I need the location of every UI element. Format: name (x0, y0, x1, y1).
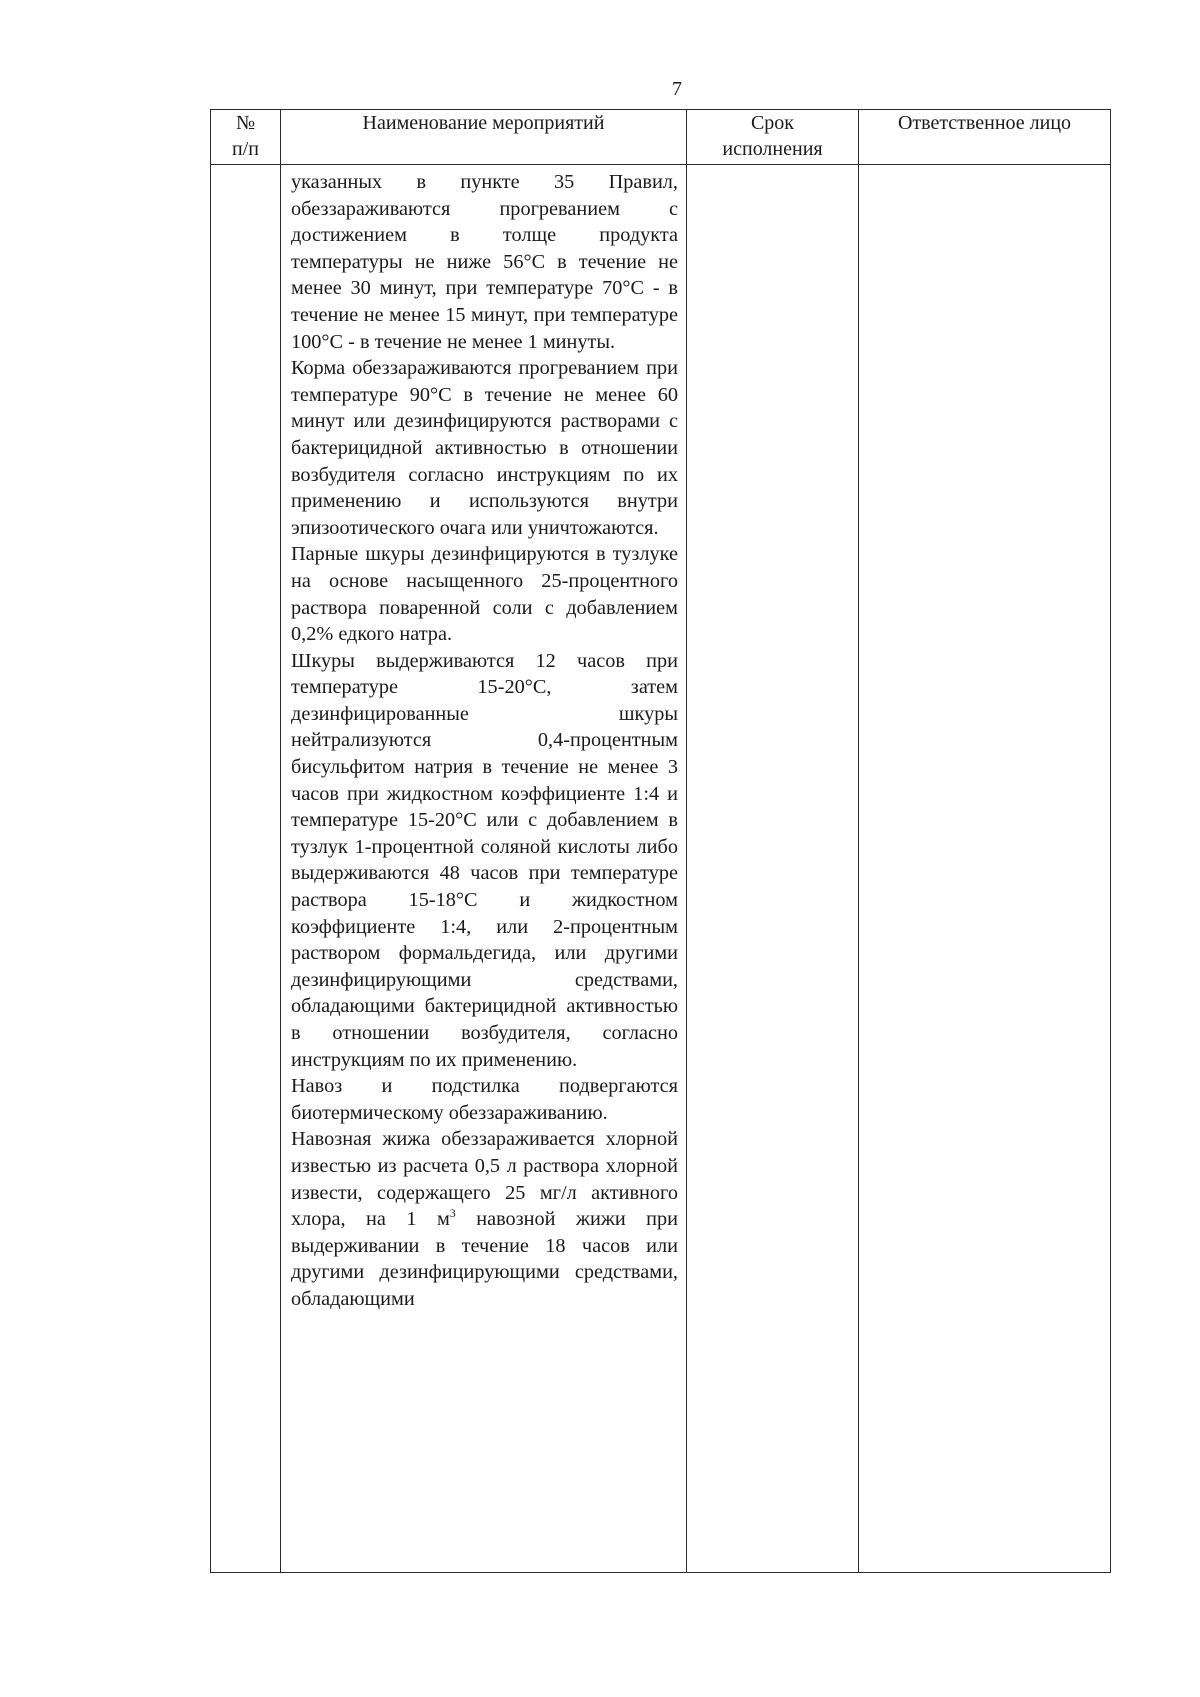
paragraph-2: Корма обеззараживаются прогреванием при температуре 90°С в течение не менее 60 минут или дезинфицируются растворами с бактерицидной активностью в отношении возбудителя согласно инструкциям по их применению и используются внутри эпизоотического очага или уничтожаются. (291, 357, 678, 539)
header-term-line1: Срок (750, 112, 795, 134)
header-name-label: Наименование мероприятий (362, 112, 605, 134)
measures-table (210, 109, 1111, 1573)
header-responsible-label: Ответственное лицо (897, 112, 1072, 134)
page-number: 7 (672, 78, 682, 100)
paragraph-4: Шкуры выдерживаются 12 часов при температуре 15-20°С, затем дезинфицированные шкуры нейтрализуются 0,4-процентным бисульфитом натрия в течение не менее 3 часов при жидкостном коэффициенте 1:4 и температуре 15-20°С или с добавлением в тузлук 1-процентной соляной кислоты либо выдерживаются 48 часов при температуре раствора 15-18°С и жидкостном коэффициенте 1:4, или 2-процентным раствором формальдегида, или другими дезинфицирующими средствами, обладающими бактерицидной активностью в отношении возбудителя, согласно инструкциям по их применению. (291, 649, 678, 1071)
row-measures-cell (281, 165, 687, 1573)
paragraph-6-text-b: навозной жижи при выдерживании в течение 18 часов или другими дезинфицирующими средствами, обладающими (291, 1208, 678, 1310)
header-name (281, 110, 687, 165)
paragraph-6 (291, 1126, 678, 1312)
row-responsible-cell (859, 165, 1111, 1573)
header-term-line2: исполнения (722, 138, 823, 160)
paragraph-3: Парные шкуры дезинфицируются в тузлуке на основе насыщенного 25-процентного раствора поваренной соли с добавлением 0,2% едкого натра. (291, 543, 678, 646)
superscript-cube: 3 (449, 1206, 456, 1221)
row-number-cell (211, 165, 281, 1573)
header-number-line2: п/п (232, 138, 259, 160)
header-number (211, 110, 281, 165)
header-term (687, 110, 859, 165)
paragraph-5: Навоз и подстилка подвергаются биотермическому обеззараживанию. (291, 1075, 678, 1124)
paragraph-6-text-a: Навозная жижа обеззараживается хлорной известью из расчета 0,5 л раствора хлорной извести, содержащего 25 мг/л активного хлора, на 1 м (291, 1128, 678, 1231)
paragraph-1: указанных в пункте 35 Правил, обеззараживаются прогреванием с достижением в толще продукта температуры не ниже 56°С в течение не менее 30 минут, при температуре 70°С - в течение не менее 15 минут, при температуре 100°С - в течение не менее 1 минуты. (291, 171, 678, 353)
table-header-row (211, 110, 1111, 165)
table-row (211, 165, 1111, 1573)
header-responsible (859, 110, 1111, 165)
row-term-cell (687, 165, 859, 1573)
header-number-line1: № (235, 112, 256, 134)
